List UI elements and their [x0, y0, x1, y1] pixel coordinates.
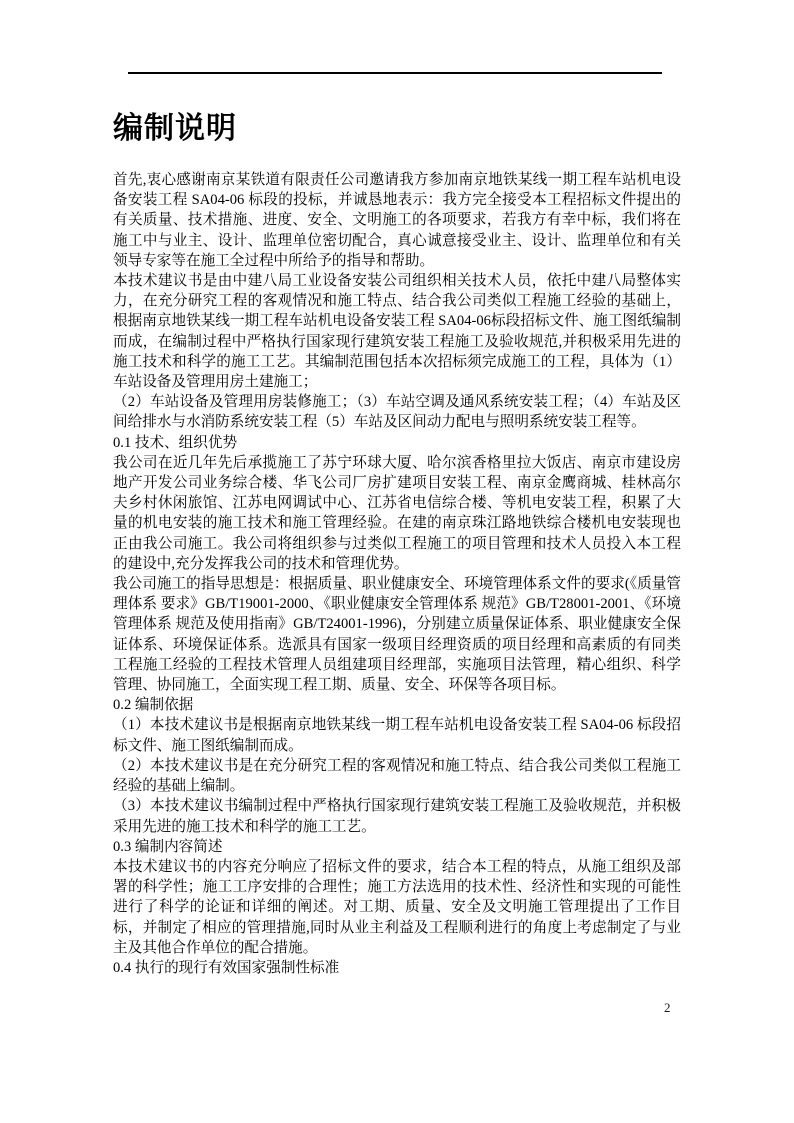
section-heading-0-3: 0.3 编制内容简述	[113, 838, 223, 855]
section-heading-0-2: 0.2 编制依据	[113, 697, 194, 714]
document-body	[113, 170, 681, 978]
header-divider	[128, 72, 662, 74]
paragraph-scope-items: （2）车站设备及管理用房装修施工；（3）车站空调及通风系统安装工程；（4）车站及区间给排水与水消防系统安装工程（5）车站及区间动力配电与照明系统安装工程等。	[113, 394, 681, 431]
paragraph-experience: 我公司在近几年先后承揽施工了苏宁环球大厦、哈尔滨香格里拉大饭店、南京市建设房地产开发公司业务综合楼、华飞公司厂房扩建项目安装工程、南京金鹰商城、桂林高尔夫乡村休闲旅馆、江苏电网调试中心、江苏省电信综合楼、等机电安装工程，积累了大量的机电安装的施工技术和施工管理经验。在建的南京珠江路地铁综合楼机电安装现也正由我公司施工。我公司将组织参与过类似工程施工的项目管理和技术人员投入本工程的建设中,充分发挥我公司的技术和管理优势。	[113, 454, 681, 572]
paragraph-guiding-principles: 我公司施工的指导思想是：根据质量、职业健康安全、环境管理体系文件的要求(《质量管理体系 要求》GB/T19001-2000、《职业健康安全管理体系 规范》GB/T28001-2001、《环境管理体系 规范及使用指南》GB/T24001-1996)，分别建立质量保证体系、职业健康安全保证体系、环境保证体系。选派具有国家一级项目经理资质的项目经理和高素质的有同类工程施工经验的工程技术管理人员组建项目经理部，实施项目法管理，精心组织、科学管理、协同施工，全面实现工程工期、质量、安全、环保等各项目标。	[113, 576, 681, 694]
paragraph-intro: 首先,衷心感谢南京某铁道有限责任公司邀请我方参加南京地铁某线一期工程车站机电设备安装工程 SA04-06 标段的投标，并诚恳地表示：我方完全接受本工程招标文件提出的有关质量、技术措施、进度、安全、文明施工的各项要求，若我方有幸中标，我们将在施工中与业主、设计、监理单位密切配合，真心诚意接受业主、设计、监理单位和有关领导专家等在施工全过程中所给予的指导和帮助。	[113, 172, 681, 269]
paragraph-basis-item-1: （1）本技术建议书是根据南京地铁某线一期工程车站机电设备安装工程 SA04-06 标段招标文件、施工图纸编制而成。	[113, 717, 681, 754]
page-title: 编制说明	[113, 112, 237, 145]
paragraph-basis: 本技术建议书是由中建八局工业设备安装公司组织相关技术人员，依托中建八局整体实力，在充分研究工程的客观情况和施工特点、结合我公司类似工程施工经验的基础上，根据南京地铁某线一期工程车站机电设备安装工程 SA04-06标段招标文件、施工图纸编制而成，在编制过程中严格执行国家现行建筑安装工程施工及验收规范,并积极采用先进的施工技术和科学的施工工艺。其编制范围包括本次招标须完成施工的工程，具体为（1）车站设备及管理用房土建施工；	[113, 273, 681, 391]
page-number: 2	[664, 1000, 671, 1015]
section-heading-0-1: 0.1 技术、组织优势	[113, 434, 238, 451]
section-heading-0-4: 0.4 执行的现行有效国家强制性标准	[113, 959, 340, 976]
paragraph-content-summary: 本技术建议书的内容充分响应了招标文件的要求，结合本工程的特点，从施工组织及部署的科学性；施工工序安排的合理性；施工方法选用的技术性、经济性和实现的可能性进行了科学的论证和详细的阐述。对工期、质量、安全及文明施工管理提出了工作目标，并制定了相应的管理措施,同时从业主利益及工程顺利进行的角度上考虑制定了与业主及其他合作单位的配合措施。	[113, 858, 681, 956]
paragraph-basis-item-3: （3）本技术建议书编制过程中严格执行国家现行建筑安装工程施工及验收规范，并积极采用先进的施工技术和科学的施工工艺。	[113, 798, 681, 835]
paragraph-basis-item-2: （2）本技术建议书是在充分研究工程的客观情况和施工特点、结合我公司类似工程施工经验的基础上编制。	[113, 757, 681, 795]
